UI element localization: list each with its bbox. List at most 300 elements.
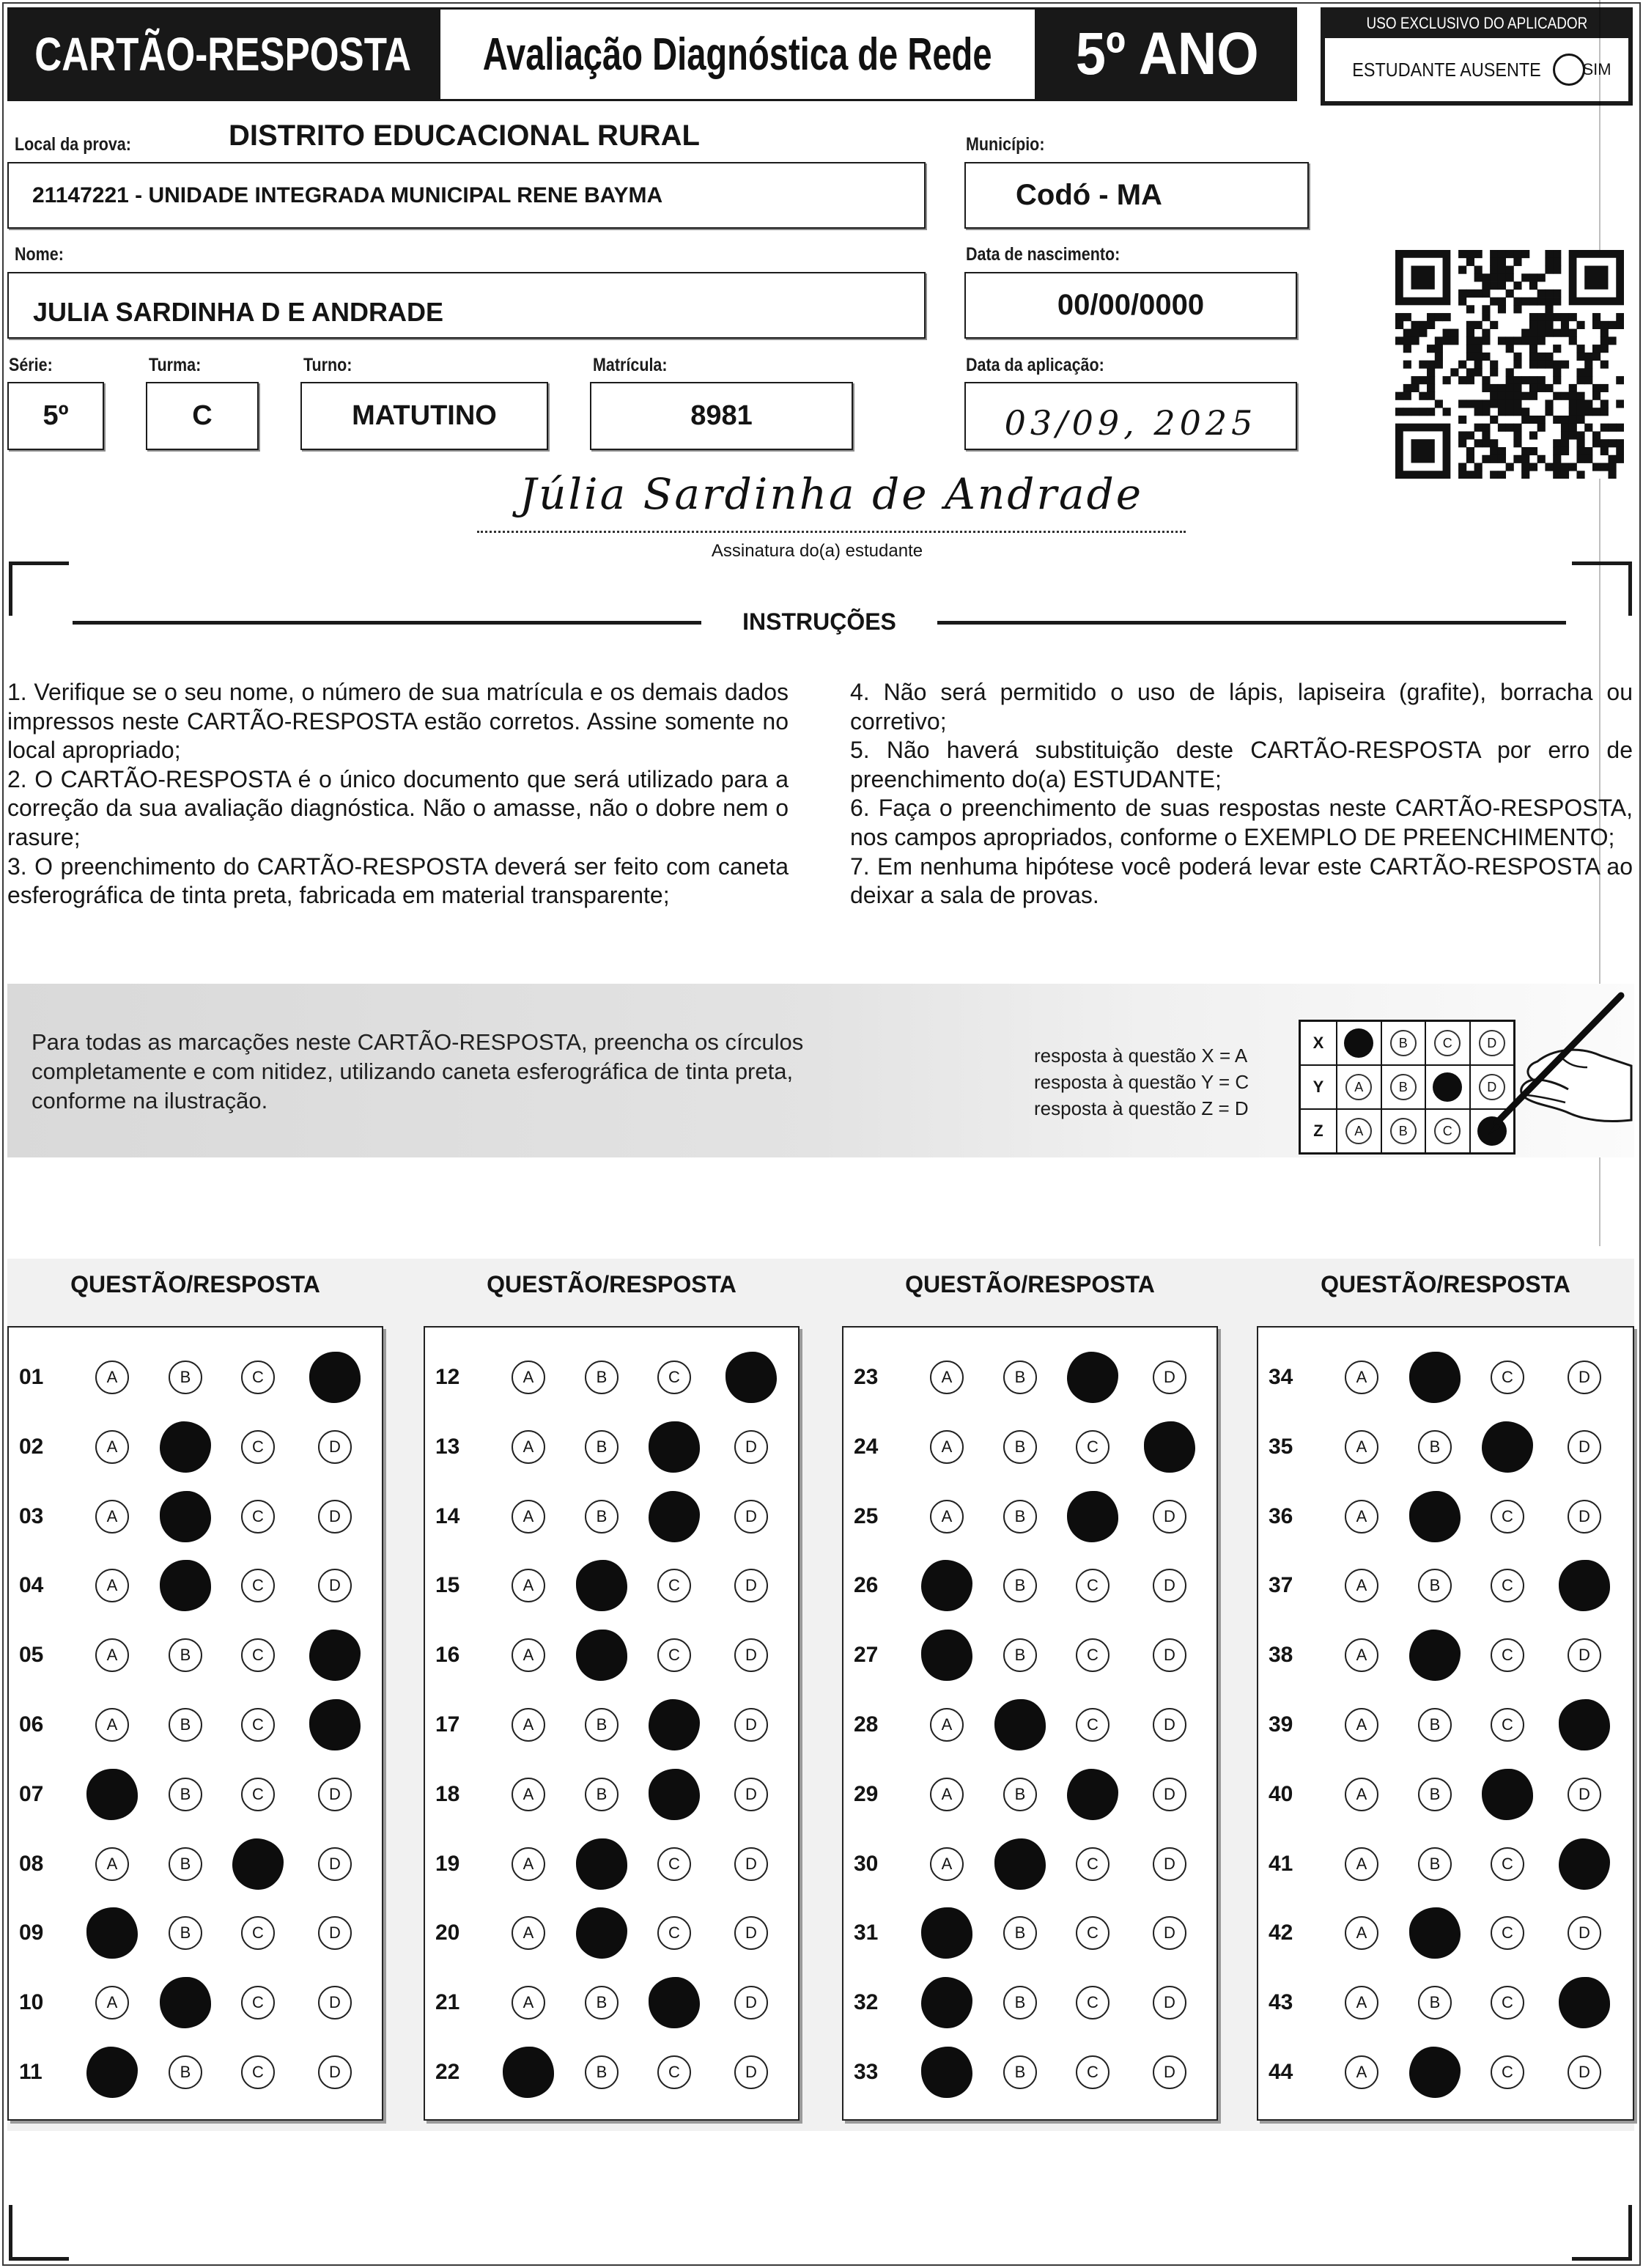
question-row [1258,2043,1633,2102]
option-letter: D [1164,1854,1175,1873]
option-letter: A [1356,1715,1367,1734]
option-letter: A [1356,1993,1367,2012]
option-letter: A [523,1646,534,1665]
option-a-bubble [95,1361,129,1394]
question-row [843,1348,1216,1407]
question-number: 07 [19,1781,44,1806]
question-row [425,1418,798,1476]
option-letter: B [1429,1854,1441,1873]
option-c-bubble [657,2055,691,2089]
option-letter: A [1356,1576,1367,1595]
option-a-bubble [930,1847,964,1881]
option-letter: C [1087,1576,1099,1595]
option-letter: A [941,1437,953,1456]
instruction-item: 2. O CARTÃO-RESPOSTA é o único documento que será utilizado para a correção da sua avaliação diagnóstica. Não o amasse, não o dobre nem o rasure; [7,765,789,850]
option-letter: C [252,1923,264,1943]
question-number: 20 [435,1921,460,1945]
instruction-item: 4. Não será permitido o uso de lápis, lapiseira (grafite), borracha ou corretivo; [850,679,1633,734]
option-letter: A [523,1993,534,2012]
option-c-bubble [1491,1708,1524,1742]
option-c-bubble [1482,1421,1533,1473]
question-row [843,1765,1216,1824]
option-c-bubble [649,1491,700,1542]
birth-date-field [964,272,1297,339]
name-field [7,272,926,339]
option-letter: C [252,1437,264,1456]
option-b-bubble [576,1560,627,1611]
option-letter: D [1579,1368,1590,1386]
question-row [9,1418,382,1476]
enrollment-label: Matrícula: [593,355,668,375]
option-letter: B [1429,1437,1441,1456]
option-letter: C [1502,1923,1513,1943]
option-letter: D [1164,1646,1175,1665]
instructions-right-column [850,678,1633,910]
option-letter: A [523,1715,534,1734]
option-d-bubble [1153,1500,1186,1534]
option-letter: A [106,1368,118,1386]
option-a-bubble [930,1778,964,1811]
question-number: 05 [19,1643,44,1668]
question-row [1258,1626,1633,1685]
option-c-bubble [649,1977,700,2028]
example-option-a-bubble [1345,1074,1372,1100]
option-d-bubble [1153,1916,1186,1950]
question-row [425,1487,798,1546]
option-d-bubble [1568,1916,1601,1950]
option-a-bubble [930,1430,964,1464]
option-d-bubble [734,1778,768,1811]
option-letter: D [329,1993,341,2012]
option-letter: A [106,1715,118,1734]
example-row-label: Y [1312,1078,1324,1096]
corner-mark-bottom-left [9,2205,12,2261]
option-d-bubble [734,1638,768,1672]
option-c-bubble [241,1361,275,1394]
option-c-bubble [1076,1638,1110,1672]
option-c-bubble [1076,2055,1110,2089]
option-letter: B [1014,1993,1026,2012]
option-letter: D [1164,1576,1175,1595]
corner-mark-bottom-right [1628,2205,1632,2261]
option-a-bubble [512,1916,545,1950]
option-d-bubble [1559,1977,1610,2028]
option-c-bubble [1067,1769,1118,1820]
option-letter: C [1087,1646,1099,1665]
option-letter: B [1014,1506,1026,1525]
student-signature: Júlia Sardinha de Andrade [519,469,1144,519]
shift-field [300,382,548,450]
question-row [9,1696,382,1754]
option-letter: D [1579,1923,1590,1943]
option-letter: A [106,1437,118,1456]
option-letter: C [1502,1646,1513,1665]
option-b-bubble [1409,1630,1461,1681]
signature-line [477,531,1186,533]
example-cell [1381,1066,1425,1108]
applicator-title-strip [1321,10,1633,37]
exam-title: Avaliação Diagnóstica de Rede [483,29,992,80]
option-letter: A [941,1715,953,1734]
answer-column [7,1326,383,2121]
question-row [425,1626,798,1685]
question-row [1258,1765,1633,1824]
option-a-bubble [512,1638,545,1672]
question-row [1258,1487,1633,1546]
question-row [425,2043,798,2102]
option-letter: D [329,1854,341,1873]
option-c-bubble [1067,1352,1118,1403]
option-letter: A [1356,1646,1367,1665]
application-date-field [964,382,1297,450]
grade-badge [1037,7,1297,101]
option-c-bubble [241,1500,275,1534]
option-letter: C [1502,1368,1513,1386]
instructions-rule-right [937,621,1566,625]
question-number: 26 [854,1573,879,1598]
option-letter: D [745,1923,757,1943]
question-number: 23 [854,1365,879,1389]
grade-badge-label: 5º ANO [1075,21,1259,87]
question-number: 32 [854,1990,879,2015]
option-d-bubble [725,1352,777,1403]
option-letter: D [745,1993,757,2012]
option-d-bubble [1559,1838,1610,1890]
option-letter: C [252,1576,264,1595]
option-letter: C [252,1993,264,2012]
example-cell [1336,1066,1381,1108]
option-c-bubble [657,1361,691,1394]
option-letter: D [1164,1506,1175,1525]
option-b-bubble [1418,1708,1452,1742]
option-letter: B [596,1784,608,1803]
option-d-bubble [734,1569,768,1602]
question-number: 35 [1269,1434,1293,1459]
option-d-bubble [1568,1500,1601,1534]
question-number: 12 [435,1365,460,1389]
applicator-title: USO EXCLUSIVO DO APLICADOR [1366,14,1587,32]
example-row-label: Z [1313,1122,1323,1140]
question-row [425,1556,798,1615]
option-c-bubble [241,1430,275,1464]
option-d-bubble [318,1986,352,2020]
option-letter: C [252,2063,264,2081]
option-c-bubble [1491,1361,1524,1394]
option-d-bubble [309,1352,361,1403]
example-option-b-bubble [1390,1030,1417,1056]
option-b-bubble [169,1638,202,1672]
option-letter: A [106,1506,118,1525]
option-letter: D [745,1506,757,1525]
corner-mark-top-right [1628,562,1632,616]
example-instructions: Para todas as marcações neste CARTÃO-RESPOSTA, preencha os círculos completamente e com nitidez, utilizando caneta esferográfica de tinta preta, conforme na ilustração. [32,1029,804,1113]
option-b-bubble [1003,1430,1037,1464]
question-number: 16 [435,1643,460,1668]
question-number: 18 [435,1781,460,1806]
option-letter: D [1579,1646,1590,1665]
option-letter: D [1579,1784,1590,1803]
option-letter: A [1356,1437,1367,1456]
option-letter: A [941,1368,953,1386]
option-c-bubble [1076,1708,1110,1742]
option-letter: D [329,1506,341,1525]
question-row [425,1765,798,1824]
question-number: 14 [435,1503,460,1528]
option-a-bubble [1345,1847,1378,1881]
option-c-bubble [1491,1500,1524,1534]
application-date-label: Data da aplicação: [966,355,1104,375]
option-letter: C [1442,1035,1452,1050]
option-d-bubble [318,1500,352,1534]
question-number: 38 [1269,1643,1293,1668]
option-letter: A [1356,1854,1367,1873]
option-letter: A [941,1854,953,1873]
option-c-bubble [657,1569,691,1602]
option-b-bubble [169,1847,202,1881]
question-number: 39 [1269,1712,1293,1737]
option-d-bubble [1568,1778,1601,1811]
option-a-bubble [512,1847,545,1881]
name-value: JULIA SARDINHA D E ANDRADE [33,296,444,327]
grade-value: 5º [43,400,69,431]
option-letter: C [1087,1437,1099,1456]
option-d-bubble [1153,1986,1186,2020]
option-d-bubble [1153,1569,1186,1602]
question-row [9,1556,382,1615]
question-number: 27 [854,1643,879,1668]
option-c-bubble [241,1708,275,1742]
question-row [425,1904,798,1962]
option-b-bubble [169,1708,202,1742]
option-letter: A [106,1646,118,1665]
name-label: Nome: [15,244,64,265]
option-letter: B [1429,1715,1441,1734]
option-a-bubble [921,1560,972,1611]
option-b-bubble [585,2055,619,2089]
instructions-title: INSTRUÇÕES [742,608,896,635]
option-d-bubble [1568,1430,1601,1464]
grade-field [7,382,104,450]
option-c-bubble [232,1838,284,1890]
option-d-bubble [1153,1361,1186,1394]
option-b-bubble [1003,2055,1037,2089]
option-letter: C [1087,1923,1099,1943]
question-number: 42 [1269,1921,1293,1945]
option-a-bubble [512,1361,545,1394]
question-number: 33 [854,2060,879,2084]
option-a-bubble [1345,1430,1378,1464]
option-letter: A [1356,1368,1367,1386]
option-letter: C [252,1784,264,1803]
option-a-bubble [95,1638,129,1672]
question-row [843,1418,1216,1476]
option-letter: A [106,1993,118,2012]
question-row [843,1487,1216,1546]
question-number: 31 [854,1921,879,1945]
option-c-bubble [1491,2055,1524,2089]
district-name: DISTRITO EDUCACIONAL RURAL [229,119,700,152]
option-c-bubble [657,1638,691,1672]
option-b-bubble [160,1560,211,1611]
option-letter: D [745,1576,757,1595]
example-option-b-bubble [1390,1118,1417,1144]
option-b-bubble [169,1778,202,1811]
option-letter: C [1442,1123,1452,1138]
option-letter: C [1087,1715,1099,1734]
question-row [1258,1904,1633,1962]
option-a-bubble [512,1778,545,1811]
option-c-bubble [1076,1569,1110,1602]
instruction-item: 7. Em nenhuma hipótese você poderá levar este CARTÃO-RESPOSTA ao deixar a sala de provas. [850,853,1633,909]
question-number: 24 [854,1434,879,1459]
option-letter: B [1398,1035,1408,1050]
option-d-bubble [1568,1638,1601,1672]
option-d-bubble [318,1916,352,1950]
question-row [9,1904,382,1962]
birth-date-label: Data de nascimento: [966,244,1120,265]
example-cell [1381,1022,1425,1064]
option-c-bubble [241,1986,275,2020]
question-number: 22 [435,2060,460,2084]
option-b-bubble [169,1361,202,1394]
shift-value: MATUTINO [352,400,497,431]
option-b-bubble [160,1977,211,2028]
option-letter: D [745,1784,757,1803]
option-letter: D [329,1576,341,1595]
option-letter: B [180,1854,191,1873]
option-d-bubble [1153,1708,1186,1742]
option-a-bubble [512,1986,545,2020]
option-letter: A [523,1368,534,1386]
option-c-bubble [1491,1569,1524,1602]
option-d-bubble [318,1430,352,1464]
option-d-bubble [318,1847,352,1881]
option-letter: B [1014,1576,1026,1595]
question-number: 25 [854,1503,879,1528]
option-letter: C [1502,1576,1513,1595]
question-number: 03 [19,1503,44,1528]
column-header: QUESTÃO/RESPOSTA [905,1271,1155,1297]
option-letter: D [1164,1368,1175,1386]
enrollment-field [590,382,853,450]
option-letter: C [668,1576,680,1595]
option-d-bubble [309,1630,361,1681]
option-letter: C [1087,1993,1099,2012]
option-letter: C [1502,1854,1513,1873]
question-row [9,1765,382,1824]
option-b-bubble [1003,1361,1037,1394]
option-letter: A [1356,1784,1367,1803]
option-letter: A [1354,1123,1364,1138]
question-number: 40 [1269,1781,1293,1806]
option-c-bubble [1491,1986,1524,2020]
corner-mark-bottom-right [1572,2257,1632,2261]
option-b-bubble [585,1361,619,1394]
option-letter: B [1014,1368,1026,1386]
option-d-bubble [734,1430,768,1464]
option-letter: C [252,1368,264,1386]
option-letter: A [523,1784,534,1803]
option-c-bubble [1491,1847,1524,1881]
city-label: Município: [966,134,1045,155]
question-number: 11 [19,2060,43,2084]
option-letter: C [668,1923,680,1943]
option-d-bubble [1568,1361,1601,1394]
example-legend-line: resposta à questão Z = D [1034,1097,1249,1119]
signature-label: Assinatura do(a) estudante [711,541,923,561]
option-a-bubble [930,1361,964,1394]
example-option-a-bubble [1345,1118,1372,1144]
corner-mark-bottom-left [9,2257,69,2261]
question-row [1258,1835,1633,1893]
option-letter: B [1014,1646,1026,1665]
option-a-bubble [95,1569,129,1602]
option-letter: D [745,1715,757,1734]
option-letter: D [1164,1923,1175,1943]
instruction-item: 3. O preenchimento do CARTÃO-RESPOSTA deverá ser feito com caneta esferográfica de tinta preta, fabricada em material transparente; [7,853,789,909]
option-b-bubble [576,1838,627,1890]
option-letter: D [745,1646,757,1665]
option-letter: D [1164,2063,1175,2081]
option-c-bubble [657,1916,691,1950]
example-option-a-bubble [1344,1028,1373,1058]
option-d-bubble [734,1916,768,1950]
option-c-bubble [1076,1430,1110,1464]
hand-pen-icon [1451,991,1634,1160]
option-letter: D [745,1854,757,1873]
option-c-bubble [657,1847,691,1881]
column-header: QUESTÃO/RESPOSTA [70,1271,320,1297]
option-a-bubble [1345,2055,1378,2089]
option-a-bubble [1345,1500,1378,1534]
option-letter: B [180,1923,191,1943]
option-letter: B [1014,2063,1026,2081]
option-a-bubble [503,2047,554,2098]
corner-mark-top-right [1572,562,1632,565]
option-letter: B [180,1368,191,1386]
option-a-bubble [95,1847,129,1881]
option-a-bubble [1345,1778,1378,1811]
question-number: 34 [1269,1365,1293,1389]
option-b-bubble [1409,1491,1461,1542]
question-row [9,1973,382,2032]
option-c-bubble [1491,1916,1524,1950]
option-letter: D [329,1784,341,1803]
exam-title-box [438,7,1037,101]
option-b-bubble [1409,1352,1461,1403]
absent-yes-label: SIM [1582,60,1611,78]
option-letter: B [596,2063,608,2081]
grade-label: Série: [9,355,53,375]
option-a-bubble [1345,1569,1378,1602]
option-letter: C [668,2063,680,2081]
option-b-bubble [169,2055,202,2089]
option-letter: C [1502,1993,1513,2012]
option-d-bubble [1153,1847,1186,1881]
option-a-bubble [921,1907,972,1959]
option-b-bubble [1003,1778,1037,1811]
question-number: 15 [435,1573,460,1598]
option-letter: C [1087,2063,1099,2081]
option-letter: B [596,1506,608,1525]
option-b-bubble [1003,1500,1037,1534]
option-a-bubble [95,1986,129,2020]
applicator-box [1321,7,1633,106]
option-letter: C [1502,1506,1513,1525]
option-letter: D [745,1437,757,1456]
option-d-bubble [734,2055,768,2089]
city-value: Codó - MA [1016,179,1162,211]
